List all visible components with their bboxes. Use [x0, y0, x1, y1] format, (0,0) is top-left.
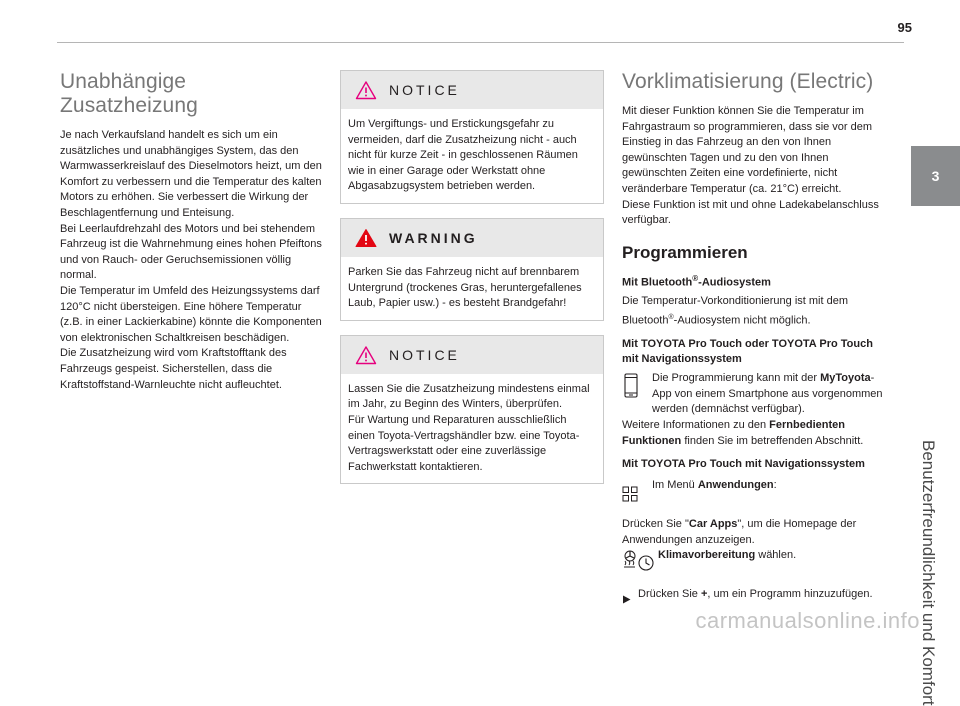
notice-header	[341, 336, 603, 374]
applications-menu: Anwendungen	[697, 479, 774, 492]
mytoyota-name: MyToyota	[820, 372, 871, 385]
klima-text	[658, 548, 796, 564]
press-b: , um ein Programm hinzuzufügen.	[707, 588, 873, 601]
arrow-right-icon	[622, 587, 638, 609]
notice-triangle-icon	[355, 345, 377, 365]
top-rule	[57, 42, 904, 43]
page-number: 95	[897, 20, 912, 35]
paragraph-temperature: Die Temperatur im Umfeld des Heizungssystems darf 120°C nicht übersteigen. Eine höhere Temperatur (z.B. in einer Lackierkabine) könnte die Komponenten von elektronischen Schaltkreisen beschädigen.	[60, 284, 322, 344]
notice-label: NOTICE	[389, 346, 460, 363]
warning-text: Parken Sie das Fahrzeug nicht auf brennbarem Untergrund (trockenes Gras, heruntergefallenes Laub, Papier usw.) - es besteht Brandgefahr!	[348, 265, 582, 310]
paragraph-fuel: Die Zusatzheizung wird vom Kraftstofftank des Fahrzeugs gespeist. Sicherstellen, dass die Kraftstoffstand-Warnleuchte nicht aufleuchtet.	[60, 347, 287, 391]
smartphone-icon	[622, 371, 652, 404]
paragraph-availability: Diese Funktion ist mit und ohne Ladekabelanschluss verfügbar.	[622, 198, 879, 227]
heading-programmieren: Programmieren	[622, 242, 748, 262]
menu-row	[622, 478, 884, 507]
menu-text-a: Im Menü	[652, 479, 698, 492]
column-notices	[340, 70, 604, 498]
car-apps-b: ", um die Homepage der Anwendungen anzuzeigen.	[622, 518, 857, 546]
app-text	[652, 371, 884, 418]
klima-row	[622, 548, 884, 579]
remote-functions: Fernbedienten Funktionen	[622, 419, 845, 447]
menu-text	[652, 478, 777, 494]
menu-text-b: :	[773, 479, 777, 492]
app-text-b: -App von einem Smartphone aus vorgenommen werden (demnächst verfügbar).	[652, 372, 883, 416]
warning-label: WARNING	[389, 229, 478, 246]
paragraph-more-info	[622, 418, 884, 449]
notice-box-poisoning	[340, 70, 604, 204]
warning-header	[341, 219, 603, 257]
app-text-a: Die Programmierung kann mit der	[652, 372, 821, 385]
more-info-a: Weitere Informationen zu den	[622, 419, 770, 432]
paragraph-intro: Je nach Verkaufsland handelt es sich um ein zusätzliches und unabhängiges System, das den Warmwasserkreislauf des Dieselmotors heizt, um den Komfort zu verbessern und die Temperatur des kalten Motors zu erhöhen. Sie verbessert die Wirkung der Beschlagentfernung und Enteisung.	[60, 129, 322, 219]
column-auxiliary-heater	[60, 70, 322, 393]
heading-bluetooth	[622, 271, 884, 291]
watermark: carmanualsonline.info	[695, 608, 920, 633]
heading-bluetooth-text: Mit Bluetooth	[622, 276, 693, 289]
notice-text-workshop: Für Wartung und Reparaturen ausschließlich einen Toyota-Vertragshändler bzw. eine Toyota-Vertragswerkstatt oder eine zuverlässige Fachwerkstatt kontaktieren.	[348, 413, 580, 473]
notice-text: Um Vergiftungs- und Erstickungsgefahr zu vermeiden, darf die Zusatzheizung nicht - auch nicht für kurze Zeit - in geschlossenen Räumen wie in einer Garage oder Werkstatt ohne Abgasabzugsystem betrieben werden.	[348, 118, 578, 193]
klimavorbereitung-label: Klimavorbereitung	[658, 549, 756, 562]
car-apps-a: Drücken Sie "	[622, 518, 689, 531]
notice-header	[341, 71, 603, 109]
bluetooth-text-suffix: -Audiosystem nicht möglich.	[673, 314, 811, 327]
more-info-b: finden Sie im betreffenden Abschnitt.	[681, 434, 864, 447]
notice-label: NOTICE	[389, 82, 460, 98]
notice-text	[341, 374, 603, 484]
heading-bluetooth-suffix: -Audiosystem	[698, 276, 771, 289]
add-program-text	[638, 587, 873, 603]
warning-box-fire	[340, 218, 604, 321]
car-apps-label: Car Apps	[688, 518, 738, 531]
heading-pro-touch-nav: Mit TOYOTA Pro Touch mit Navigationssystem	[622, 458, 865, 471]
section-title-auxiliary-heater: Unabhängige Zusatzheizung	[60, 70, 198, 117]
section-title-preconditioning: Vorklimatisierung (Electric)	[622, 70, 874, 93]
registered-mark: ®	[692, 273, 699, 283]
column-preconditioning	[622, 70, 884, 609]
paragraph-bluetooth	[622, 294, 884, 329]
klima-text-b: wählen.	[755, 549, 797, 562]
heading-pro-touch: Mit TOYOTA Pro Touch oder TOYOTA Pro Touch mit Navigationssystem	[622, 338, 873, 366]
climate-timer-icon	[622, 548, 658, 579]
chapter-tab: 3	[911, 146, 960, 206]
notice-box-maintenance	[340, 335, 604, 485]
registered-mark: ®	[668, 314, 674, 321]
plus-label: +	[700, 588, 708, 601]
warning-triangle-icon	[355, 228, 377, 248]
notice-triangle-icon	[355, 80, 377, 100]
add-program-row	[622, 587, 884, 609]
chapter-title: Benutzerfreundlichkeit und Komfort	[919, 440, 938, 706]
apps-grid-icon	[622, 478, 652, 507]
bluetooth-text: Die Temperatur-Vorkonditionierung ist mit dem Bluetooth	[622, 295, 849, 327]
paragraph-car-apps	[622, 517, 884, 548]
notice-text-annual: Lassen Sie die Zusatzheizung mindestens einmal im Jahr, zu Beginn des Winters, überprüfen.	[348, 382, 590, 411]
paragraph-idle: Bei Leerlaufdrehzahl des Motors und bei stehendem Fahrzeug ist die Wahrnehmung eines hohen Pfeiftons und von Rauch- oder Geruchsemissionen völlig normal.	[60, 222, 322, 282]
paragraph-intro: Mit dieser Funktion können Sie die Temperatur im Fahrgastraum so programmieren, dass sie vor dem Einstieg in das Fahrzeug an den von Ihnen gewünschten Tagen und zu den von Ihnen gewünschten Zeiten eine vordefinierte, nicht veränderbare Temperatur (ca. 21°C) erreicht.	[622, 105, 873, 195]
app-row	[622, 371, 884, 418]
press-a: Drücken Sie	[638, 588, 701, 601]
